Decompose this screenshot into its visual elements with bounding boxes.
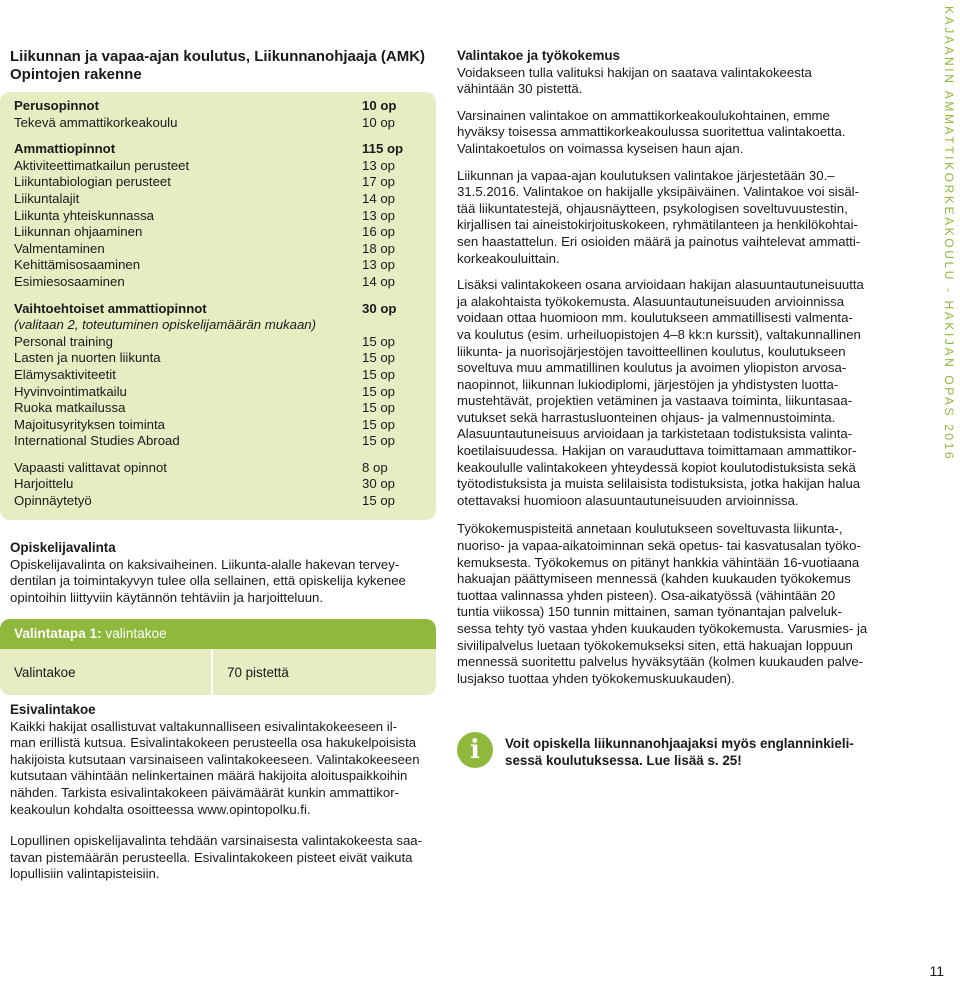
curriculum-row <box>14 460 422 477</box>
valintatapa-row <box>0 649 436 695</box>
paragraph-line: Liikunnan ja vapaa-ajan koulutuksen valintakoe järjestetään 30.– <box>457 167 835 183</box>
course-name: Harjoittelu <box>14 476 74 492</box>
opiskelijavalinta-line: dentilan ja toimintakyvyn tulee olla sellainen, että opiskelija kykenee <box>10 573 406 589</box>
curriculum-row <box>14 115 422 132</box>
lopullinen-line: Lopullinen opiskelijavalinta tehdään varsinaisesta valintakokeesta saa- <box>10 833 422 848</box>
course-credits: 8 op <box>362 459 388 475</box>
curriculum-row <box>14 334 422 351</box>
lopullinen-line: lopullisiin valintapisteisiin. <box>10 866 160 882</box>
paragraph-line: va koulutus (esim. urheiluopistojen 4–8 kk:n kurssit), valtakunnallinen <box>457 326 861 342</box>
course-name: (valitaan 2, toteutuminen opiskelijamäärän mukaan) <box>14 317 317 333</box>
paragraph-line: Voidakseen tulla valituksi hakijan on saatava valintakokeesta <box>457 64 812 80</box>
valintatapa-box <box>0 619 436 695</box>
paragraph-line: Työkokemuspisteitä annetaan koulutukseen soveltuvasta liikunta-, <box>457 521 843 537</box>
course-credits: 15 op <box>362 400 396 416</box>
paragraph-line: hakuajan päättymiseen mennessä (kahden kuukauden työkokemus <box>457 571 851 587</box>
curriculum-row <box>14 367 422 384</box>
paragraph-line: sen haastattelun. Eri osioiden määrä ja painotus vaihtelevat ammatti- <box>457 233 861 249</box>
paragraph-line: tuntia viikossa) 150 tunnin mittainen, saman työnantajan palveluk- <box>457 604 842 620</box>
course-credits: 115 op <box>362 141 404 157</box>
course-credits: 10 op <box>362 114 396 130</box>
curriculum-row <box>14 98 422 115</box>
course-credits: 16 op <box>362 224 396 240</box>
valintakoe-heading: Valintakoe ja työkokemus <box>457 48 620 63</box>
curriculum-row <box>14 257 422 274</box>
course-credits: 13 op <box>362 207 396 223</box>
course-credits: 17 op <box>362 174 396 190</box>
esivalintakoe-line: hakijoista kutsutaan varsinaiseen valintakokeeseen. Valintakokeeseen <box>10 751 420 767</box>
course-credits: 15 op <box>362 350 396 366</box>
curriculum-panel <box>0 92 436 520</box>
curriculum-row <box>14 174 422 191</box>
tyokokemus-paragraph <box>457 521 897 687</box>
paragraph-line: 31.5.2016. Valintakoe on hakijalle yksipäiväinen. Valintakoe voi sisäl- <box>457 184 859 200</box>
course-credits: 13 op <box>362 257 396 273</box>
esivalintakoe-section <box>10 702 440 818</box>
course-name: Aktiviteettimatkailun perusteet <box>14 157 190 173</box>
course-credits: 15 op <box>362 333 396 349</box>
course-credits <box>362 317 422 334</box>
course-credits: 30 op <box>362 300 397 316</box>
curriculum-row <box>14 433 422 450</box>
page-number: 11 <box>929 963 944 979</box>
lopullinen-section <box>10 833 440 883</box>
curriculum-row <box>14 301 422 318</box>
course-name: Elämysaktiviteetit <box>14 366 116 382</box>
course-credits: 15 op <box>362 383 396 399</box>
curriculum-row <box>14 274 422 291</box>
paragraph-line: työtodistuksista ja muista selilaisista todistuksista, jotka hakijan halua <box>457 476 861 492</box>
valintatapa-label: Valintatapa 1: <box>14 626 102 641</box>
course-name: Ruoka matkailussa <box>14 400 126 416</box>
course-credits: 15 op <box>362 416 396 432</box>
paragraph-line: lusjakso tuottaa yhden työkokemuskuukauden). <box>457 670 735 686</box>
paragraph-line: mennessä suoritettu palvelus hyväksytään (kolmen kuukauden palve- <box>457 654 864 670</box>
paragraph-line: naopinnot, liikunnan lukiodiplomi, järjestöjen ja yhdistysten luotta- <box>457 376 839 392</box>
valintatapa-header <box>0 619 436 649</box>
paragraph-line: mustehtävät, projektien vetäminen ja vastaava toiminta, liikuntasaa- <box>457 393 853 409</box>
curriculum-row <box>14 191 422 208</box>
valintakoe-paragraph-3 <box>457 168 897 268</box>
lopullinen-line: tavan pistemäärän perusteella. Esivalintakokeen pisteet eivät vaikuta <box>10 849 413 865</box>
paragraph-line: nuoriso- ja vapaa-aikatoiminnan sekä opetus- tai kasvatusalan työko- <box>457 538 861 554</box>
curriculum-row <box>14 350 422 367</box>
course-name: Personal training <box>14 333 113 349</box>
esivalintakoe-line: keakoulun kohdalta osoitteessa www.opintopolku.fi. <box>10 801 311 817</box>
info-icon: i <box>457 732 493 768</box>
curriculum-row <box>14 241 422 258</box>
curriculum-row <box>14 208 422 225</box>
paragraph-line: tuottaa valinnassa yhden pisteen). Osa-aikatyössä (vähintään 20 <box>457 587 836 603</box>
paragraph-line: vähintään 30 pistettä. <box>457 81 583 97</box>
esivalintakoe-heading: Esivalintakoe <box>10 702 96 717</box>
esivalintakoe-line: nähden. Tarkista esivalintakokeen päivämäärät kunkin ammattikor- <box>10 784 399 800</box>
paragraph-line: otettavaksi huomioon alasuuntautuneisuuden arvioinnissa. <box>457 492 799 508</box>
valintatapa-method: valintakoe <box>101 626 167 641</box>
course-name: Lasten ja nuorten liikunta <box>14 350 161 366</box>
course-credits: 15 op <box>362 493 396 509</box>
esivalintakoe-line: man erillistä kutsua. Esivalintakokeen perusteella osa hakukelpoisista <box>10 735 417 751</box>
program-title <box>10 48 440 84</box>
paragraph-line: sessa tehty työ vastaa yhden kuukauden työkokemusta. Varusmies- ja <box>457 621 868 636</box>
course-credits: 15 op <box>362 433 396 449</box>
course-name: Perusopinnot <box>14 98 99 113</box>
course-name: International Studies Abroad <box>14 433 180 449</box>
paragraph-line: voidaan ottaa huomioon mm. koulutukseen ammatillisesti valmenta- <box>457 310 853 326</box>
program-title-line1: Liikunnan ja vapaa-ajan koulutus, Liikunnanohjaaja (AMK) <box>10 48 426 65</box>
course-name: Ammattiopinnot <box>14 141 116 157</box>
course-name: Liikuntalajit <box>14 190 80 206</box>
curriculum-list <box>14 98 422 520</box>
curriculum-row <box>14 417 422 434</box>
curriculum-row <box>14 158 422 175</box>
side-publication-label: KAJAANIN AMMATTIKORKEAKOULU - HAKIJAN OPAS 2016 <box>942 6 956 462</box>
valintakoe-paragraph-4 <box>457 277 897 509</box>
curriculum-row <box>14 317 422 334</box>
course-credits: 10 op <box>362 98 397 113</box>
course-name: Liikuntabiologian perusteet <box>14 174 171 190</box>
paragraph-line: korkeakouluittain. <box>457 250 560 266</box>
course-name: Valmentaminen <box>14 240 105 256</box>
paragraph-line: keakoululle valintakokeen yhteydessä kopiot koulutodistuksista sekä <box>457 459 856 475</box>
course-name: Liikunta yhteiskunnassa <box>14 207 155 223</box>
paragraph-line: koetilaisuudessa. Hakijan on varauduttava toimittamaan ammattikor- <box>457 443 857 459</box>
course-name: Kehittämisosaaminen <box>14 257 141 273</box>
valintakoe-section <box>457 48 897 687</box>
course-credits: 18 op <box>362 240 396 256</box>
opiskelijavalinta-section <box>10 540 440 606</box>
curriculum-group <box>14 301 422 450</box>
paragraph-line: Varsinainen valintakoe on ammattikorkeakoulukohtainen, emme <box>457 107 830 123</box>
curriculum-row <box>14 493 422 510</box>
paragraph-line: siviilipalvelus luetaan työkokemukseksi siten, että hakuajan loppuun <box>457 637 853 653</box>
course-name: Opinnäytetyö <box>14 493 92 509</box>
course-credits: 15 op <box>362 366 396 382</box>
esivalintakoe-line: kutsutaan vähintään nelinkertainen määrä hakijoita aloituspaikkoihin <box>10 768 408 784</box>
course-credits: 13 op <box>362 157 396 173</box>
course-name: Vaihtoehtoiset ammattiopinnot <box>14 300 207 316</box>
course-credits: 30 op <box>362 476 396 492</box>
valintakoe-paragraph-2 <box>457 108 897 158</box>
esivalintakoe-line: Kaikki hakijat osallistuvat valtakunnalliseen esivalintakokeeseen il- <box>10 718 398 734</box>
course-name: Tekevä ammattikorkeakoulu <box>14 114 178 130</box>
curriculum-row <box>14 476 422 493</box>
valintakoe-paragraph-1 <box>457 65 897 98</box>
valintatapa-row-label: Valintakoe <box>14 664 76 680</box>
info-callout <box>505 736 885 769</box>
program-title-line2: Opintojen rakenne <box>10 66 142 83</box>
opiskelijavalinta-line: opintoihin liittyviin käytännön tehtäviin ja harjoitteluun. <box>10 589 324 605</box>
curriculum-group <box>14 98 422 131</box>
paragraph-line: liikunta- ja nuorisojärjestöjen tavoitteellinen koulutus, koulutukseen <box>457 343 846 359</box>
info-callout-line: sessä koulutuksessa. Lue lisää s. 25! <box>505 752 742 768</box>
opiskelijavalinta-line: Opiskelijavalinta on kaksivaiheinen. Liikunta-alalle hakevan tervey- <box>10 556 400 572</box>
info-callout-line: Voit opiskella liikunnanohjaajaksi myös englanninkieli- <box>505 736 854 751</box>
paragraph-line: Valintakoetulos on voimassa kyseisen haun ajan. <box>457 140 744 156</box>
course-name: Esimiesosaaminen <box>14 273 125 289</box>
curriculum-row <box>14 384 422 401</box>
curriculum-group <box>14 460 422 510</box>
course-name: Vapaasti valittavat opinnot <box>14 459 167 475</box>
paragraph-line: vutukset sekä harrastusluonteinen ohjaus- ja valmennustoiminta. <box>457 409 836 425</box>
paragraph-line: hyväksy toisessa ammattikorkeakoulussa suoritettua valintakoetta. <box>457 124 846 140</box>
paragraph-line: Alasuuntautuneisuus arvioidaan ja tarkistetaan todistuksista valinta- <box>457 426 853 442</box>
paragraph-line: tää liikuntatestejä, ohjausnäytteen, psykologisen soveltuvuustestin, <box>457 200 848 216</box>
paragraph-line: ja alakohtaista työkokemusta. Alasuuntautuneisuuden arvioinnissa <box>457 293 845 309</box>
course-credits: 14 op <box>362 273 396 289</box>
valintatapa-row-value: 70 pistettä <box>227 664 289 680</box>
course-name: Hyvinvointimatkailu <box>14 383 127 399</box>
curriculum-row <box>14 141 422 158</box>
paragraph-line: Lisäksi valintakokeen osana arvioidaan hakijan alasuuntautuneisuutta <box>457 277 864 293</box>
curriculum-row <box>14 224 422 241</box>
opiskelijavalinta-heading: Opiskelijavalinta <box>10 540 116 555</box>
paragraph-line: kemuksesta. Työkokemus on pitänyt hankkia vähintään 16-vuotiaana <box>457 554 860 570</box>
curriculum-group <box>14 141 422 290</box>
course-name: Majoitusyrityksen toiminta <box>14 416 165 432</box>
paragraph-line: kirjallisen tai aineistokirjoituskokeen, ryhmätilanteen ja henkilökohtai- <box>457 217 858 233</box>
curriculum-row <box>14 400 422 417</box>
course-credits: 14 op <box>362 190 396 206</box>
paragraph-line: soveltuva muu ammatillinen koulutus ja avoimen yliopiston arvosa- <box>457 360 847 376</box>
course-name: Liikunnan ohjaaminen <box>14 224 143 240</box>
